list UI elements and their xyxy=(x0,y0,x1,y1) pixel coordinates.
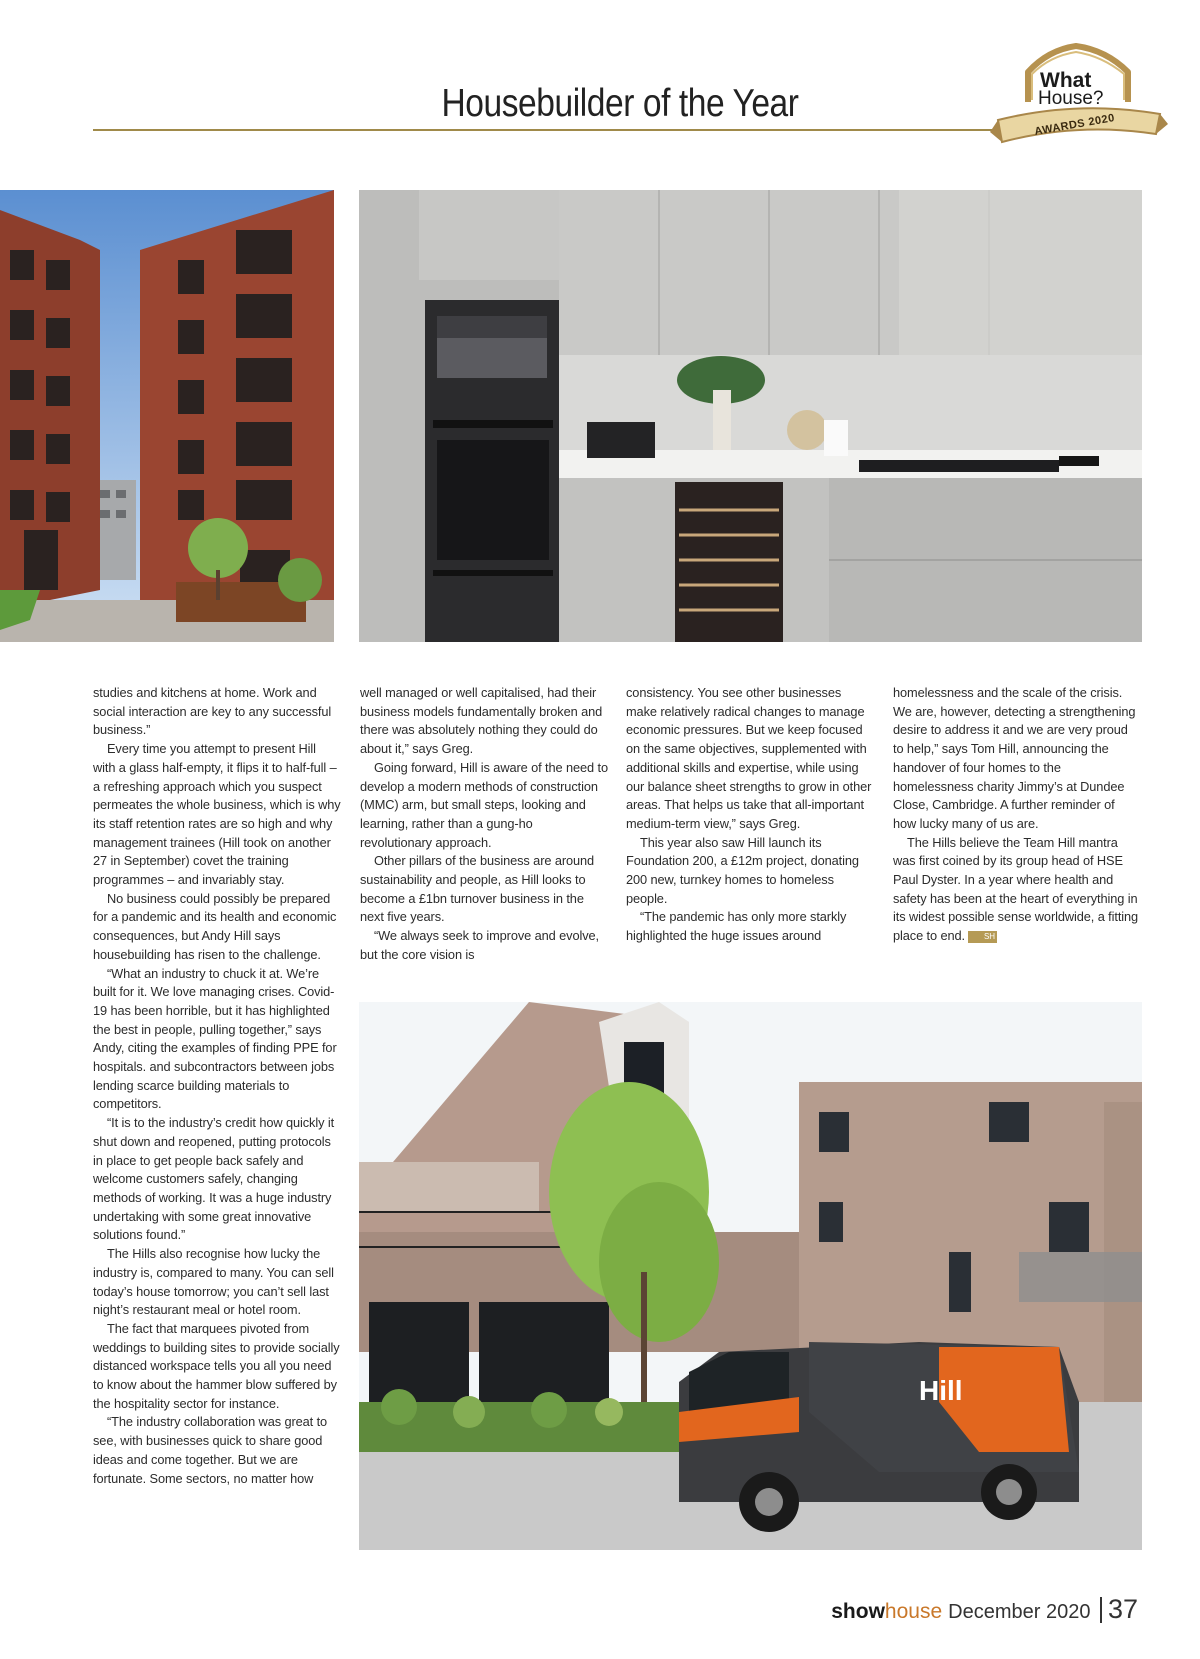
page-number: 37 xyxy=(1107,1594,1138,1624)
article-column-2 xyxy=(360,684,608,965)
paragraph: consistency. You see other businesses make relatively radical changes to manage economic pressures. But we keep focused on the same objectives, supplemented with additional skills and expertise, while using our balance sheet strengths to grow in other areas. That helps us take that all-important medium-term view,” says Greg. xyxy=(626,685,872,831)
paragraph: Other pillars of the business are around sustainability and people, as Hill looks to become a £1bn turnover business in the next five years. xyxy=(360,853,595,925)
issue-date: December 2020 xyxy=(948,1601,1091,1623)
end-mark-icon: SH xyxy=(968,931,997,943)
paragraph: “It is to the industry’s credit how quickly it shut down and reopened, putting protocols in place to get people back safely and welcome customers safely, changing methods of working. It was a huge industry undertaking with some great innovative solutions found.” xyxy=(93,1115,335,1243)
paragraph: homelessness and the scale of the crisis. We are, however, detecting a strengthening desire to address it and we are very proud to help,” says Tom Hill, announcing the handover of four homes to the homelessness charity Jimmy’s at Dundee Close, Cambridge. A further reminder of how lucky many of us are. xyxy=(893,685,1136,831)
paragraph: “What an industry to chuck it at. We’re built for it. We love managing crises. Covid-19 has been horrible, but it has highlighted the best in people, pulling together,” says Andy, citing the examples of finding PPE for hospitals. and subcontractors between jobs lending scarce building materials to competitors. xyxy=(93,965,337,1112)
paragraph: “The pandemic has only more starkly highlighted the huge issues around xyxy=(626,909,847,944)
logo-awards-ribbon: AWARDS 2020 xyxy=(1033,112,1116,138)
paragraph: Going forward, Hill is aware of the need to develop a modern methods of construction (MMC) arm, but small steps, looking and learning, rather than a gung-ho revolutionary approach. xyxy=(360,759,608,850)
article-column-1 xyxy=(93,684,341,1488)
street-photo xyxy=(359,1002,1142,1550)
footer-divider xyxy=(1100,1597,1102,1623)
logo-house-text: House? xyxy=(1038,88,1104,109)
kitchen-image xyxy=(359,190,1142,642)
article-column-4 xyxy=(893,684,1141,946)
paragraph: “We always seek to improve and evolve, but the core vision is xyxy=(360,928,599,962)
final-paragraph-text: The Hills believe the Team Hill mantra was first coined by its group head of HSE Paul Dyster. In a year where health and safety has been at the heart of everything in its widest possible sense worldwide, a fitting place to end. xyxy=(893,834,1139,944)
logo-what-text: What xyxy=(1040,69,1092,92)
buildings-photo xyxy=(0,190,334,642)
paragraph xyxy=(893,834,1141,946)
buildings-image xyxy=(0,190,334,642)
page-title: Housebuilder of the Year xyxy=(441,82,799,125)
header-rule xyxy=(93,129,1010,131)
magazine-name-bold: show xyxy=(831,1600,885,1623)
magazine-name-light: house xyxy=(884,1600,943,1623)
paragraph: No business could possibly be prepared for a pandemic and its health and economic consequences, but Andy Hill says housebuilding has risen to the challenge. xyxy=(93,890,337,962)
paragraph: “The industry collaboration was great to see, with businesses quick to share good ideas and come together. But we are fortunate. Some sectors, no matter how xyxy=(93,1414,328,1486)
paragraph: This year also saw Hill launch its Foundation 200, a £12m project, donating 200 new, turnkey homes to homeless people. xyxy=(626,834,859,906)
paragraph: well managed or well capitalised, had their business models fundamentally broken and there was absolutely nothing they could do about it,” says Greg. xyxy=(360,685,603,757)
street-image xyxy=(359,1002,1142,1550)
paragraph: The Hills also recognise how lucky the industry is, compared to many. You can sell today’s house tomorrow; you can’t sell last night’s restaurant meal or hotel room. xyxy=(93,1246,334,1318)
paragraph: The fact that marquees pivoted from weddings to building sites to provide socially distanced workspace tells you all you need to know about the hammer blow suffered by the hospitality sector for instance. xyxy=(93,1320,340,1411)
whathouse-awards-logo xyxy=(988,42,1168,154)
van-logo-text: Hill xyxy=(919,1375,963,1406)
article-column-3 xyxy=(626,684,874,946)
page-footer xyxy=(831,1594,1138,1625)
paragraph: Every time you attempt to present Hill with a glass half-empty, it flips it to half-full – a refreshing approach which you suspect permeates the whole business, which is why its staff retention rates are so high and why management trainees (Hill took on another 27 in September) covet the training programmes – and invariably stay. xyxy=(93,741,341,888)
paragraph: studies and kitchens at home. Work and social interaction are key to any successful business.” xyxy=(93,685,332,738)
kitchen-photo xyxy=(359,190,1142,642)
